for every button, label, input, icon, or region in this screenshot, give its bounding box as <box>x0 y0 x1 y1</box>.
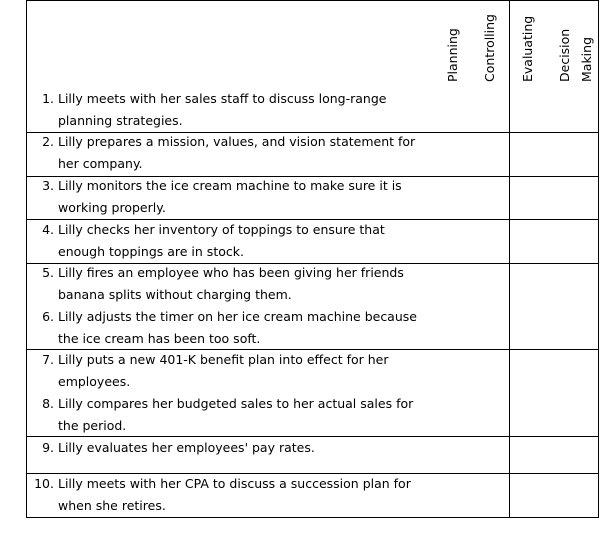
item-number: 9. <box>42 440 54 455</box>
item-text-line2: working properly. <box>58 200 166 215</box>
item-number: 8. <box>42 396 54 411</box>
item-number: 10. <box>34 476 54 491</box>
item-text-line2: enough toppings are in stock. <box>58 244 244 259</box>
header-evaluating: Evaluating <box>520 15 535 82</box>
table-border-left <box>26 0 27 518</box>
item-text-line1: Lilly fires an employee who has been giving her friends <box>58 265 404 280</box>
header-controlling: Controlling <box>482 14 497 82</box>
answer-cell-1[interactable] <box>510 133 598 176</box>
item-number: 2. <box>42 134 54 149</box>
item-number: 3. <box>42 178 54 193</box>
item-text-line1: Lilly compares her budgeted sales to her actual sales for <box>58 396 414 411</box>
header-decision-making-line2: Making <box>579 36 594 82</box>
item-text-line2: the period. <box>58 418 127 433</box>
item-number: 5. <box>42 265 54 280</box>
table-border-right <box>598 0 599 518</box>
item-number: 4. <box>42 222 54 237</box>
answer-cell-3[interactable] <box>510 220 598 263</box>
answer-cell-2[interactable] <box>510 177 598 219</box>
item-number: 6. <box>42 309 54 324</box>
item-text-line1: Lilly checks her inventory of toppings to ensure that <box>58 222 385 237</box>
answer-cell-4[interactable] <box>510 264 598 349</box>
header-decision-making-line1: Decision <box>557 28 572 82</box>
item-text-line1: Lilly puts a new 401-K benefit plan into effect for her <box>58 352 389 367</box>
item-text-line2: planning strategies. <box>58 113 183 128</box>
item-text-line2: banana splits without charging them. <box>58 287 292 302</box>
table-border-bottom <box>26 517 599 518</box>
table-border-top <box>26 0 599 1</box>
item-text-line2: her company. <box>58 156 143 171</box>
answer-cell-7[interactable] <box>510 474 598 517</box>
item-text-line1: Lilly meets with her sales staff to discuss long-range <box>58 91 387 106</box>
item-text-line1: Lilly monitors the ice cream machine to make sure it is <box>58 178 402 193</box>
item-text-line2: employees. <box>58 374 131 389</box>
header-planning: Planning <box>445 28 460 82</box>
item-text-line1: Lilly prepares a mission, values, and vision statement for <box>58 134 416 149</box>
item-text-line2: the ice cream has been too soft. <box>58 331 261 346</box>
item-text-line1: Lilly meets with her CPA to discuss a succession plan for <box>58 476 411 491</box>
item-text-line2: when she retires. <box>58 498 166 513</box>
item-text-line1: Lilly evaluates her employees' pay rates. <box>58 440 315 455</box>
answer-cell-6[interactable] <box>510 437 598 473</box>
item-number: 1. <box>42 91 54 106</box>
item-number: 7. <box>42 352 54 367</box>
answer-cell-5[interactable] <box>510 350 598 436</box>
item-text-line1: Lilly adjusts the timer on her ice cream machine because <box>58 309 417 324</box>
